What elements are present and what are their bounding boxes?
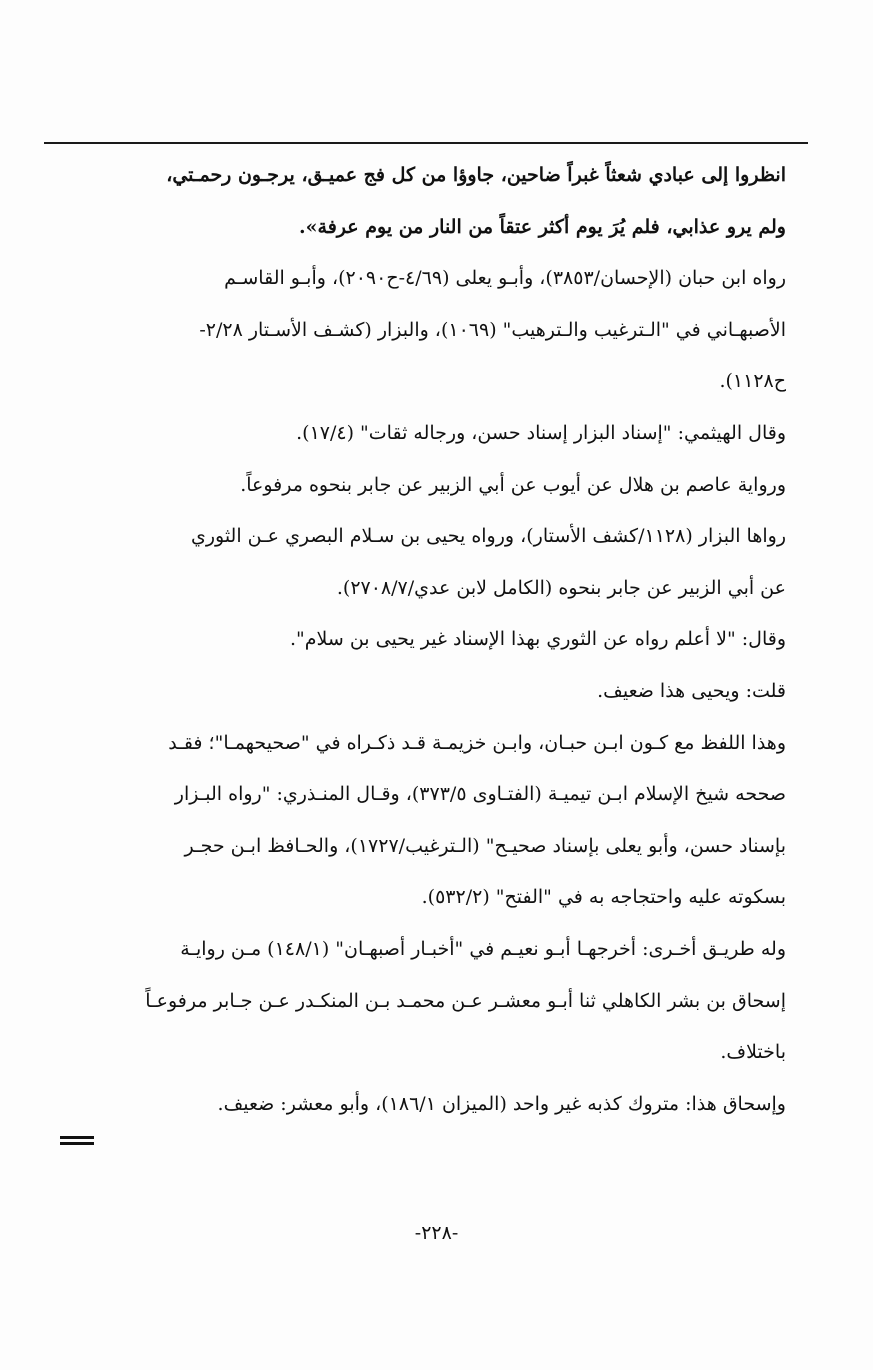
text-line: وقال: "لا أعلم رواه عن الثوري بهذا الإسناد غير يحيى بن سلام".	[289, 628, 786, 651]
text-line: بإسناد حسن، وأبو يعلى بإسناد صحيـح" (الـترغيب/١٧٢٧)، والحـافظ ابـن حجـر	[184, 834, 786, 857]
page-body	[48, 150, 786, 1130]
text-line: ورواية عاصم بن هلال عن أيوب عن أبي الزبير عن جابر بنحوه مرفوعاً.	[240, 473, 786, 496]
section-end-mark	[60, 1136, 94, 1145]
text-line: ولم يرو عذابي، فلم يُرَ يوم أكثر عتقاً من النار من يوم عرفة».	[299, 215, 786, 238]
text-line: رواها البزار (١١٢٨/كشف الأستار)، ورواه يحيى بن سـلام البصري عـن الثوري	[190, 525, 786, 548]
page-number: -٢٢٨-	[414, 1222, 459, 1244]
text-line: قلت: ويحيى هذا ضعيف.	[597, 679, 786, 702]
text-line: بسكوته عليه واحتجاجه به في "الفتح" (٥٣٢/٢).	[421, 886, 786, 909]
text-line: وإسحاق هذا: متروك كذبه غير واحد (الميزان ١٨٦/١)، وأبو معشر: ضعيف.	[217, 1092, 786, 1115]
text-line: إسحاق بن بشر الكاهلي ثنا أبـو معشـر عـن محمـد بـن المنكـدر عـن جـابر مرفوعـاً	[145, 989, 786, 1012]
text-line: وقال الهيثمي: "إسناد البزار إسناد حسن، ورجاله ثقات" (١٧/٤).	[296, 421, 786, 444]
text-line: الأصبهـاني في "الـترغيب والـترهيب" (١٠٦٩)، والبزار (كشـف الأسـتار ٢/٢٨-	[199, 318, 786, 341]
text-line: باختلاف.	[720, 1041, 786, 1064]
text-line: انظروا إلى عبادي شعثاً غبراً ضاحين، جاوؤا من كل فج عميـق، يرجـون رحمـتي،	[166, 164, 786, 186]
text-line: ح١١٢٨).	[719, 370, 786, 393]
text-line: رواه ابن حبان (الإحسان/٣٨٥٣)، وأبـو يعلى (٤/٦٩-ح٢٠٩٠)، وأبـو القاسـم	[224, 267, 786, 290]
text-line: وله طريـق أخـرى: أخرجهـا أبـو نعيـم في "أخبـار أصبهـان" (١٤٨/١) مـن روايـة	[180, 937, 786, 960]
text-line: صححه شيخ الإسلام ابـن تيميـة (الفتـاوى ٣٧٣/٥)، وقـال المنـذري: "رواه البـزار	[174, 783, 786, 806]
text-line: وهذا اللفظ مع كـون ابـن حبـان، وابـن خزيمـة قـد ذكـراه في "صحيحهمـا"؛ فقـد	[168, 731, 786, 754]
text-line: عن أبي الزبير عن جابر بنحوه (الكامل لابن عدي/٢٧٠٨/٧).	[336, 576, 786, 599]
top-rule	[44, 142, 808, 144]
